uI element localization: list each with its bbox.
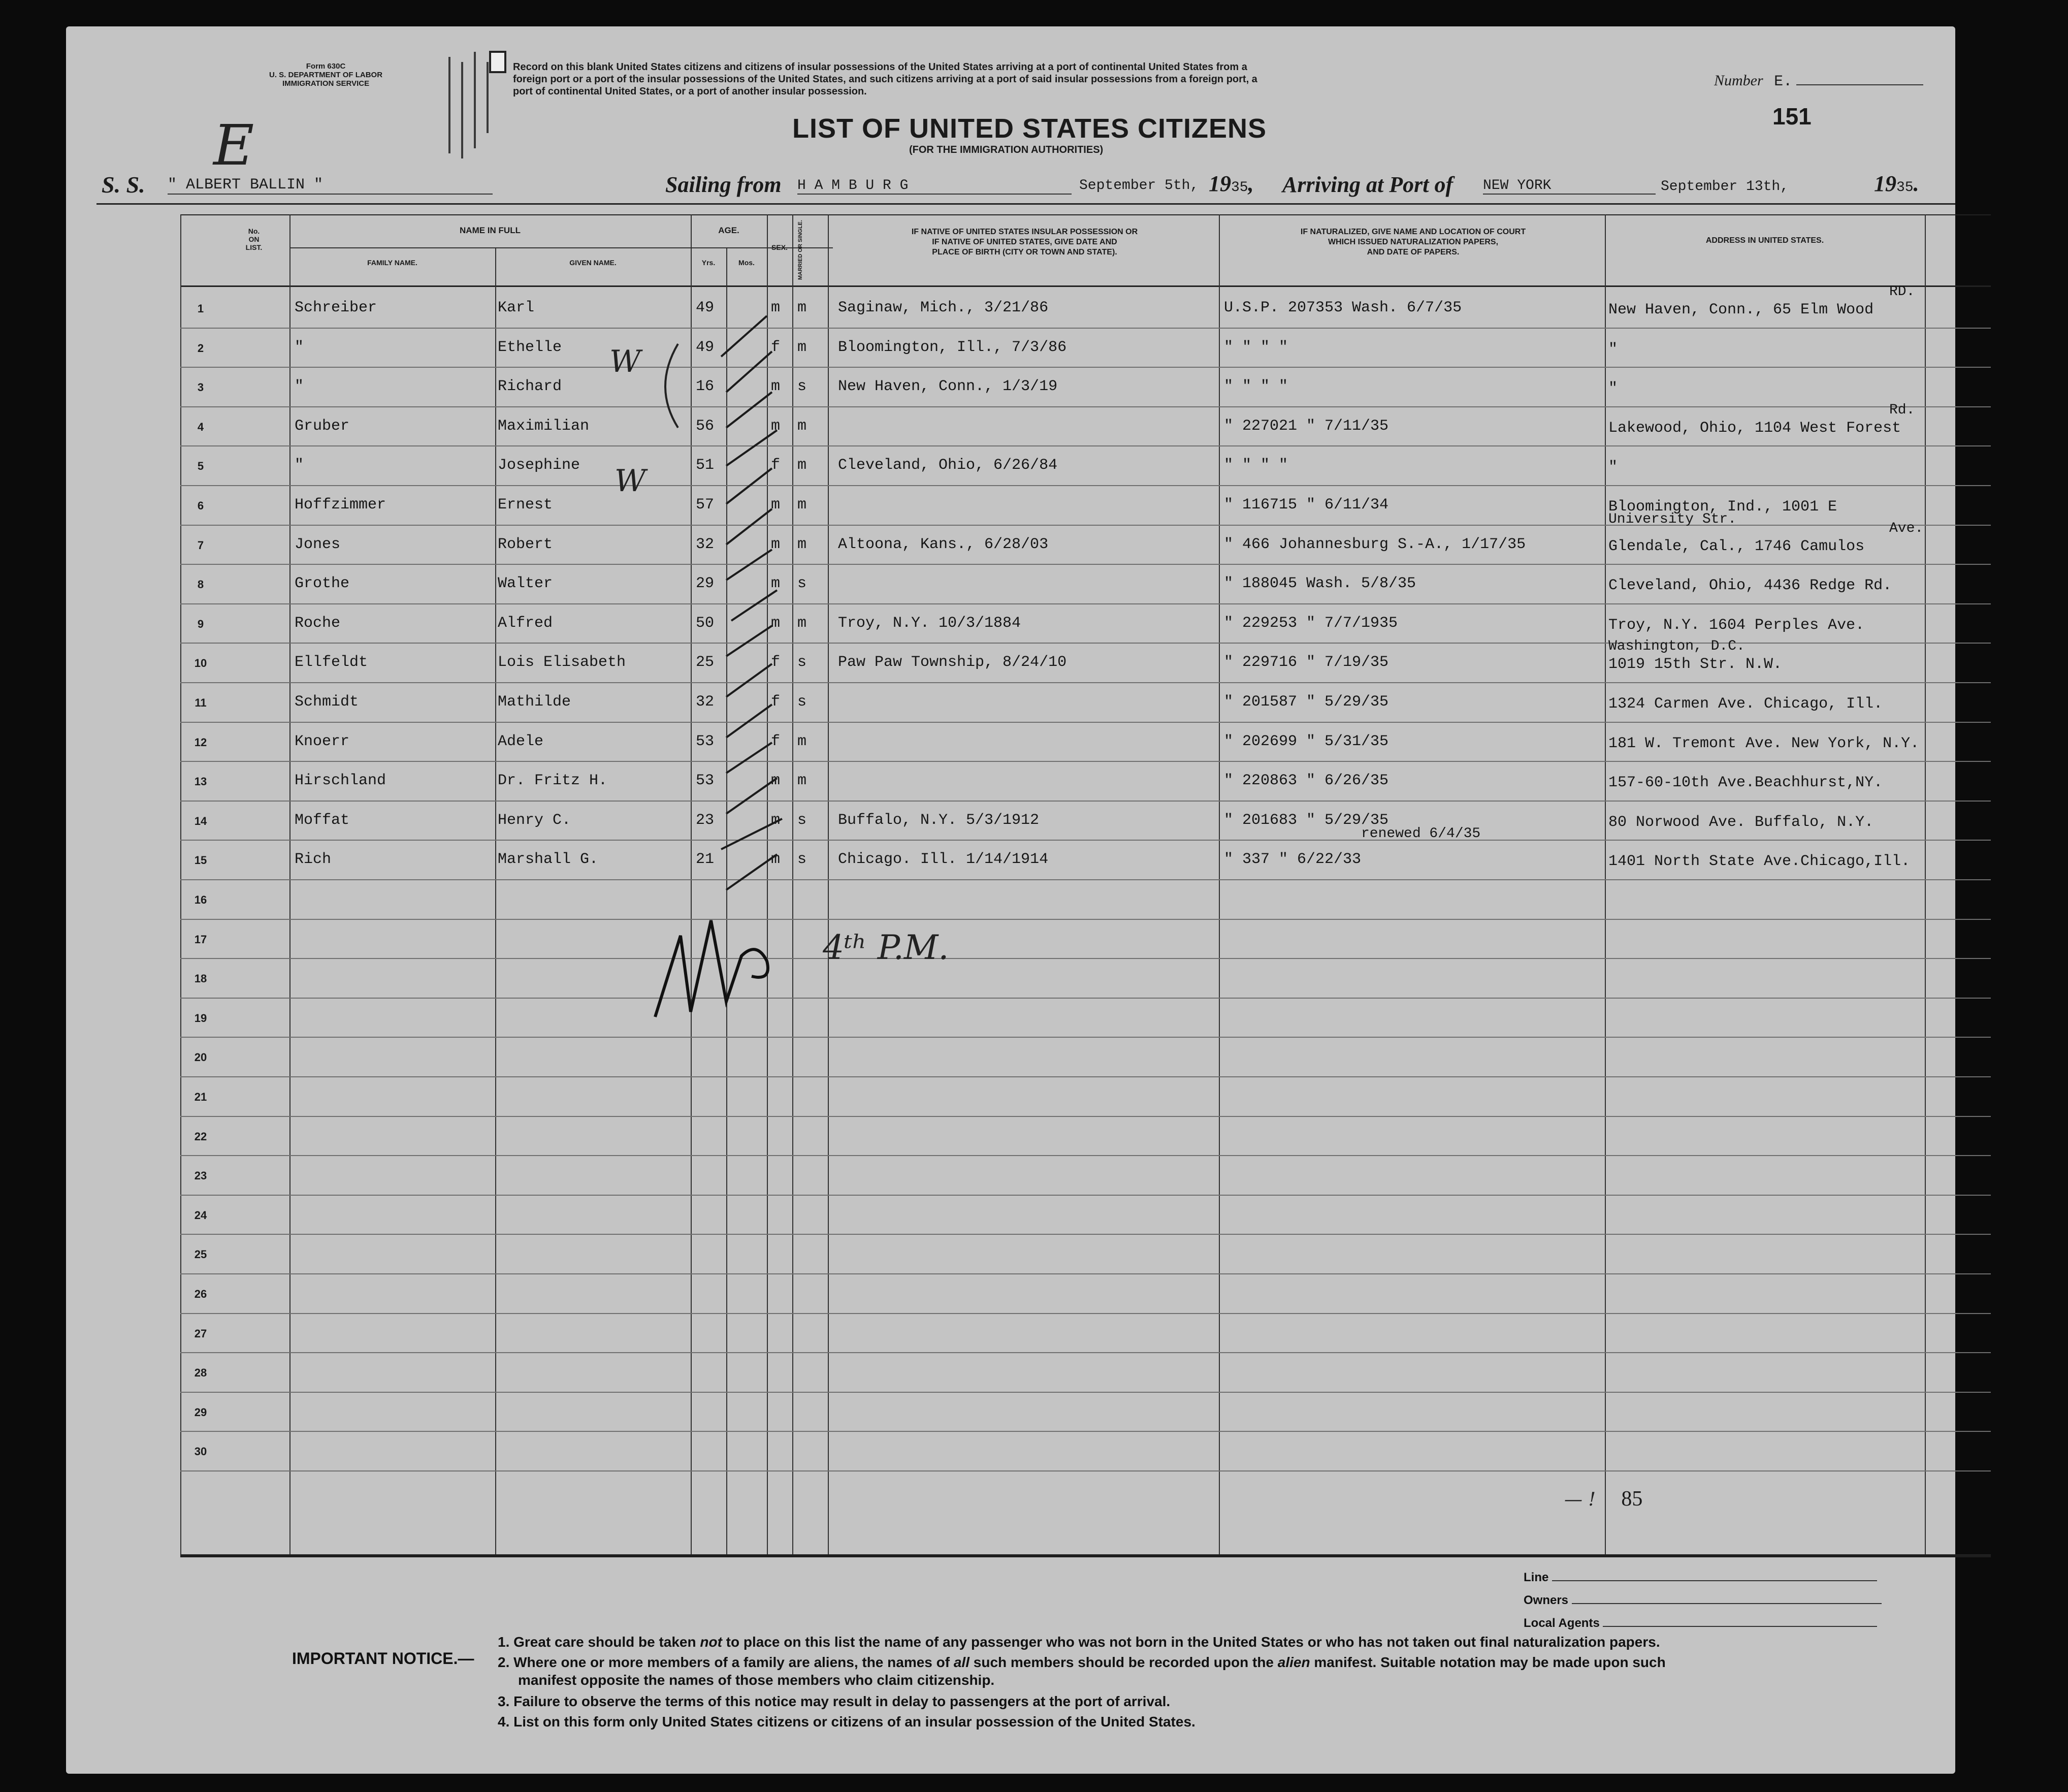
row-number: 19 xyxy=(194,1011,207,1025)
row-number: 4 xyxy=(197,420,204,433)
naturalization-cell: " 201683 " 5/29/35 xyxy=(1224,811,1389,829)
address-cell: Bloomington, Ind., 1001 E xyxy=(1608,498,1837,516)
row-number: 7 xyxy=(197,538,204,552)
tally-value: 85 xyxy=(1621,1487,1643,1511)
sex-cell: m xyxy=(771,851,781,869)
row-number: 9 xyxy=(197,617,204,630)
given-name-cell: Ethelle xyxy=(498,338,562,356)
marital-cell: m xyxy=(797,457,807,474)
row-rule xyxy=(180,564,1991,565)
footer-rule xyxy=(180,1555,1991,1557)
age-cell: 23 xyxy=(696,811,715,829)
row-rule xyxy=(180,406,1991,407)
row-rule xyxy=(180,998,1991,999)
sex-cell: m xyxy=(771,772,781,790)
address-cell-overline: Rd. xyxy=(1889,402,1915,418)
birthplace-cell: Cleveland, Ohio, 6/26/84 xyxy=(838,457,1058,474)
arriving-date: September 13th, xyxy=(1661,179,1789,195)
row-rule xyxy=(180,1313,1991,1314)
row-number: 29 xyxy=(194,1405,207,1419)
marital-cell: m xyxy=(797,299,807,316)
row-number: 28 xyxy=(194,1366,207,1380)
col-rule xyxy=(495,247,496,1555)
col-rule xyxy=(180,214,181,1555)
given-name-cell: Henry C. xyxy=(498,811,571,829)
sex-cell: m xyxy=(771,614,781,632)
naturalization-cell: " 227021 " 7/11/35 xyxy=(1224,417,1389,435)
sex-cell: m xyxy=(771,575,781,593)
marital-cell: s xyxy=(797,851,807,869)
sailing-year: 1935, xyxy=(1209,171,1254,196)
given-name-cell: Lois Elisabeth xyxy=(498,654,626,671)
handwritten-initials: W xyxy=(609,344,641,379)
naturalization-cell: " 466 Johannesburg S.-A., 1/17/35 xyxy=(1224,535,1526,553)
row-number: 30 xyxy=(194,1445,207,1458)
age-subheader-rule xyxy=(691,247,747,248)
family-name-cell: Moffat xyxy=(295,811,350,829)
row-number: 2 xyxy=(197,341,204,355)
marital-cell: m xyxy=(797,614,807,632)
handwritten-bracket xyxy=(648,341,688,433)
handwritten-tally: — ! 85 xyxy=(1564,1487,1643,1511)
address-cell-overline: Ave. xyxy=(1889,520,1924,536)
row-number: 24 xyxy=(194,1208,207,1222)
naturalization-cell: " 229716 " 7/19/35 xyxy=(1224,654,1389,671)
sex-cell: f xyxy=(771,654,781,671)
address-cell: 80 Norwood Ave. Buffalo, N.Y. xyxy=(1608,813,1874,831)
owners-field xyxy=(1524,1593,1882,1608)
marital-cell: s xyxy=(797,654,807,671)
header-birth: IF NATIVE OF UNITED STATES INSULAR POSSESSION OR IF NATIVE OF UNITED STATES, GIVE DATE AND PLACE OF BIRTH (CITY OR TOWN AND STATE). xyxy=(911,228,1138,257)
instruction-line: foreign port or a port of the insular possessions of the United States, and such citizens arriving at a port of said insular possessions from a foreign port, a xyxy=(513,74,1257,85)
row-number: 6 xyxy=(197,499,204,512)
given-name-cell: Dr. Fritz H. xyxy=(498,772,608,790)
naturalization-cell: " 337 " 6/22/33 xyxy=(1224,851,1362,869)
address-cell-overline: Washington, D.C. xyxy=(1608,638,1745,655)
notice-item-3: 3. Failure to observe the terms of this notice may result in delay to passengers at the port of arrival. xyxy=(498,1693,1171,1709)
notice-item-4: 4. List on this form only United States citizens or citizens of an insular possession of the United States. xyxy=(498,1714,1195,1730)
family-name-cell: Hirschland xyxy=(295,772,386,790)
address-cell: New Haven, Conn., 65 Elm Wood xyxy=(1608,301,1874,318)
sex-cell: f xyxy=(771,732,781,750)
row-number: 25 xyxy=(194,1248,207,1261)
year-prefix: 19 xyxy=(1874,171,1896,196)
name-subheader-rule xyxy=(289,247,833,248)
address-cell: 1401 North State Ave.Chicago,Ill. xyxy=(1608,853,1911,871)
arriving-year: 1935. xyxy=(1874,171,1919,196)
age-cell: 32 xyxy=(696,535,715,553)
row-number: 21 xyxy=(194,1091,207,1103)
naturalization-cell: " 116715 " 6/11/34 xyxy=(1224,496,1389,514)
marital-cell: m xyxy=(797,417,807,435)
row-number: 18 xyxy=(194,972,207,985)
birthplace-cell: Bloomington, Ill., 7/3/86 xyxy=(838,338,1067,356)
birthplace-cell: Buffalo, N.Y. 5/3/1912 xyxy=(838,811,1040,829)
address-cell: " xyxy=(1608,459,1618,476)
handwritten-signature xyxy=(650,900,782,1027)
instruction-line: Record on this blank United States citizens and citizens of insular possessions of the United States arriving at a port of continental United States from a xyxy=(513,61,1247,73)
row-rule xyxy=(180,1273,1991,1274)
number-field xyxy=(1714,72,1923,90)
sex-cell: m xyxy=(771,496,781,514)
header-no-on-list: No. ON LIST. xyxy=(245,227,263,251)
sailing-date: September 5th, xyxy=(1079,178,1199,194)
address-cell: 1019 15th Str. N.W. xyxy=(1608,656,1783,674)
row-number: 10 xyxy=(194,657,207,670)
header-mos: Mos. xyxy=(738,259,755,267)
row-rule xyxy=(180,1352,1991,1353)
family-name-cell: Schmidt xyxy=(295,693,359,711)
department: U. S. DEPARTMENT OF LABOR xyxy=(269,71,383,79)
line-label: Line xyxy=(1524,1571,1549,1584)
family-name-cell: Jones xyxy=(295,535,341,553)
family-name-cell: " xyxy=(295,378,304,396)
number-label: Number xyxy=(1714,72,1763,89)
row-rule xyxy=(180,1195,1991,1196)
row-rule xyxy=(180,485,1991,486)
family-name-cell: Ellfeldt xyxy=(295,654,368,671)
sailing-from: H A M B U R G xyxy=(797,178,1072,195)
given-name-cell: Maximilian xyxy=(498,417,590,435)
header-address: ADDRESS IN UNITED STATES. xyxy=(1705,236,1824,245)
page-number: 151 xyxy=(1772,103,1812,130)
address-cell: 1324 Carmen Ave. Chicago, Ill. xyxy=(1608,695,1883,713)
address-cell: Glendale, Cal., 1746 Camulos xyxy=(1608,537,1865,555)
row-number: 16 xyxy=(194,893,207,906)
sex-cell: m xyxy=(771,417,781,435)
year-value: 35 xyxy=(1896,180,1914,196)
notice-title: IMPORTANT NOTICE.— xyxy=(292,1649,474,1668)
birthplace-cell: Saginaw, Mich., 3/21/86 xyxy=(838,299,1049,316)
age-cell: 51 xyxy=(696,457,715,474)
address-cell: 181 W. Tremont Ave. New York, N.Y. xyxy=(1608,734,1920,752)
address-cell: Lakewood, Ohio, 1104 West Forest xyxy=(1608,419,1901,437)
given-name-cell: Mathilde xyxy=(498,693,571,711)
age-cell: 49 xyxy=(696,299,715,316)
address-cell-overline: RD. xyxy=(1889,284,1915,300)
row-number: 26 xyxy=(194,1288,207,1300)
address-cell: 157-60-10th Ave.Beachhurst,NY. xyxy=(1608,774,1883,792)
row-rule xyxy=(180,919,1991,920)
row-rule xyxy=(180,958,1991,959)
row-rule xyxy=(180,761,1991,762)
sex-cell: m xyxy=(771,378,781,396)
row-number: 1 xyxy=(197,302,204,315)
ss-label: S. S. xyxy=(102,172,145,198)
manifest-sheet xyxy=(66,26,1955,1774)
address-cell: " xyxy=(1608,340,1618,358)
birthplace-cell: New Haven, Conn., 1/3/19 xyxy=(838,378,1058,396)
naturalization-cell: " " " " xyxy=(1224,378,1288,396)
family-name-cell: Grothe xyxy=(295,575,350,593)
address-cell: Cleveland, Ohio, 4436 Redge Rd. xyxy=(1608,577,1892,595)
row-rule xyxy=(180,1116,1991,1117)
age-cell: 50 xyxy=(696,614,715,632)
col-rule xyxy=(828,214,829,1555)
age-cell: 56 xyxy=(696,417,715,435)
row-number: 11 xyxy=(195,696,207,709)
sex-cell: f xyxy=(771,693,781,711)
ship-name: " ALBERT BALLIN " xyxy=(168,176,493,195)
service: IMMIGRATION SERVICE xyxy=(282,79,370,88)
given-name-cell: Ernest xyxy=(498,496,553,514)
family-name-cell: Hoffzimmer xyxy=(295,496,386,514)
form-title: LIST OF UNITED STATES CITIZENS xyxy=(792,113,1267,144)
family-name-cell: Gruber xyxy=(295,417,350,435)
row-rule xyxy=(180,445,1991,446)
table-top-rule xyxy=(180,214,1991,215)
age-cell: 16 xyxy=(696,378,715,396)
instruction-line: port of continental United States, or a port of another insular possession. xyxy=(513,86,867,97)
row-number: 12 xyxy=(194,735,207,749)
naturalization-cell: U.S.P. 207353 Wash. 6/7/35 xyxy=(1224,299,1462,316)
year-prefix: 19 xyxy=(1209,171,1231,196)
marital-cell: m xyxy=(797,535,807,553)
header-family-name: FAMILY NAME. xyxy=(367,259,417,267)
birthplace-cell: Paw Paw Township, 8/24/10 xyxy=(838,654,1067,671)
given-name-cell: Marshall G. xyxy=(498,851,599,869)
age-cell: 25 xyxy=(696,654,715,671)
family-name-cell: Knoerr xyxy=(295,732,350,750)
row-number: 8 xyxy=(197,578,204,591)
header-rule xyxy=(96,203,1955,205)
family-name-cell: Roche xyxy=(295,614,341,632)
given-name-cell: Walter xyxy=(498,575,553,593)
agents-field xyxy=(1524,1616,1877,1630)
handwritten-initials: W xyxy=(615,463,646,499)
header-age: AGE. xyxy=(718,226,739,235)
row-rule xyxy=(180,801,1991,802)
sex-cell: f xyxy=(771,338,781,356)
row-number: 3 xyxy=(197,381,204,394)
marital-cell: s xyxy=(797,378,807,396)
notice-item-1: 1. Great care should be taken not to place on this list the name of any passenger who was not born in the United States or who has not taken out final naturalization papers. xyxy=(498,1634,1660,1650)
header-given-name: GIVEN NAME. xyxy=(569,259,617,267)
sex-cell: m xyxy=(771,811,781,829)
line-field xyxy=(1524,1571,1877,1585)
sex-cell: m xyxy=(771,535,781,553)
instruction-text xyxy=(513,61,1257,98)
check-marks xyxy=(716,291,807,900)
form-subtitle: (FOR THE IMMIGRATION AUTHORITIES) xyxy=(909,144,1104,155)
naturalization-note: renewed 6/4/35 xyxy=(1361,825,1481,842)
row-rule xyxy=(180,367,1991,368)
age-cell: 32 xyxy=(696,693,715,711)
handwritten-time: 4ᵗʰ P.M. xyxy=(823,928,949,967)
row-rule xyxy=(180,1076,1991,1077)
agents-label: Local Agents xyxy=(1524,1616,1600,1630)
row-rule xyxy=(180,328,1991,329)
marital-cell: m xyxy=(797,732,807,750)
row-rule xyxy=(180,840,1991,841)
header-name-in-full: NAME IN FULL xyxy=(460,226,521,235)
row-number: 15 xyxy=(194,854,207,867)
col-rule xyxy=(1219,214,1220,1555)
given-name-cell: Karl xyxy=(498,299,535,316)
age-cell: 29 xyxy=(696,575,715,593)
row-number: 14 xyxy=(194,814,207,827)
marital-cell: m xyxy=(797,772,807,790)
row-rule xyxy=(180,1392,1991,1393)
naturalization-cell: " 202699 " 5/31/35 xyxy=(1224,732,1389,750)
arriving-label: Arriving at Port of xyxy=(1282,172,1453,197)
age-cell: 53 xyxy=(696,772,715,790)
marital-cell: s xyxy=(797,575,807,593)
address-cell: " xyxy=(1608,380,1618,398)
number-value: E. xyxy=(1774,73,1793,90)
row-rule xyxy=(180,603,1991,604)
given-name-cell: Richard xyxy=(498,378,562,396)
row-number: 23 xyxy=(194,1169,207,1182)
arriving-port: NEW YORK xyxy=(1483,178,1656,195)
year-value: 35 xyxy=(1231,180,1248,196)
address-cell: Troy, N.Y. 1604 Perples Ave. xyxy=(1608,616,1865,634)
received-stamp xyxy=(439,47,510,164)
form-number: Form 630C xyxy=(306,62,346,71)
row-number: 13 xyxy=(194,775,207,788)
row-number: 20 xyxy=(194,1051,207,1064)
row-number: 27 xyxy=(194,1327,207,1340)
row-rule xyxy=(180,1470,1991,1471)
sex-cell: f xyxy=(771,457,781,474)
family-name-cell: Schreiber xyxy=(295,299,377,316)
owners-label: Owners xyxy=(1524,1593,1569,1607)
age-cell: 53 xyxy=(696,732,715,750)
handwritten-mark: E xyxy=(213,113,254,178)
table-header-rule xyxy=(180,285,1991,287)
given-name-cell: Robert xyxy=(498,535,553,553)
naturalization-cell: " " " " xyxy=(1224,338,1288,356)
header-yrs: Yrs. xyxy=(701,259,716,267)
header-naturalized: IF NATURALIZED, GIVE NAME AND LOCATION OF COURT WHICH ISSUED NATURALIZATION PAPERS, AND DATE OF PAPERS. xyxy=(1300,228,1526,257)
col-rule xyxy=(1605,214,1606,1555)
birthplace-cell: Troy, N.Y. 10/3/1884 xyxy=(838,614,1021,632)
age-cell: 57 xyxy=(696,496,715,514)
naturalization-cell: " 229253 " 7/7/1935 xyxy=(1224,614,1398,632)
family-name-cell: " xyxy=(295,338,304,356)
row-rule xyxy=(180,1234,1991,1235)
notice-item-2-cont: manifest opposite the names of those members who claim citizenship. xyxy=(518,1672,995,1688)
age-cell: 21 xyxy=(696,851,715,869)
col-rule xyxy=(691,214,692,1555)
family-name-cell: " xyxy=(295,457,304,474)
row-rule xyxy=(180,1431,1991,1432)
marital-cell: m xyxy=(797,496,807,514)
row-number: 17 xyxy=(194,933,207,946)
naturalization-cell: " 220863 " 6/26/35 xyxy=(1224,772,1389,790)
given-name-cell: Adele xyxy=(498,732,544,750)
sex-cell: m xyxy=(771,299,781,316)
header-sex: SEX. xyxy=(771,243,788,251)
naturalization-cell: " 201587 " 5/29/35 xyxy=(1224,693,1389,711)
sailing-label: Sailing from xyxy=(665,172,782,197)
naturalization-cell: " " " " xyxy=(1224,457,1288,474)
marital-cell: m xyxy=(797,338,807,356)
birthplace-cell: Altoona, Kans., 6/28/03 xyxy=(838,535,1049,553)
age-cell: 49 xyxy=(696,338,715,356)
address-cell-line2: University Str. xyxy=(1608,511,1737,527)
row-rule xyxy=(180,1037,1991,1038)
form-id-block xyxy=(269,62,382,88)
birthplace-cell: Chicago. Ill. 1/14/1914 xyxy=(838,851,1049,869)
col-rule xyxy=(1925,214,1926,1555)
row-rule xyxy=(180,879,1991,880)
family-name-cell: Rich xyxy=(295,851,332,869)
given-name-cell: Alfred xyxy=(498,614,553,632)
row-number: 22 xyxy=(194,1130,207,1143)
row-rule xyxy=(180,722,1991,723)
naturalization-cell: " 188045 Wash. 5/8/35 xyxy=(1224,575,1416,593)
row-number: 5 xyxy=(197,460,204,473)
row-rule xyxy=(180,1155,1991,1156)
header-married-single: MARRIED OR SINGLE. xyxy=(797,220,803,280)
given-name-cell: Josephine xyxy=(498,457,580,474)
notice-item-2: 2. Where one or more members of a family are aliens, the names of all such members should be recorded upon the alien manifest. Suitable notation may be made upon such xyxy=(498,1654,1666,1670)
row-rule xyxy=(180,682,1991,683)
marital-cell: s xyxy=(797,811,807,829)
col-rule xyxy=(289,214,290,1555)
marital-cell: s xyxy=(797,693,807,711)
